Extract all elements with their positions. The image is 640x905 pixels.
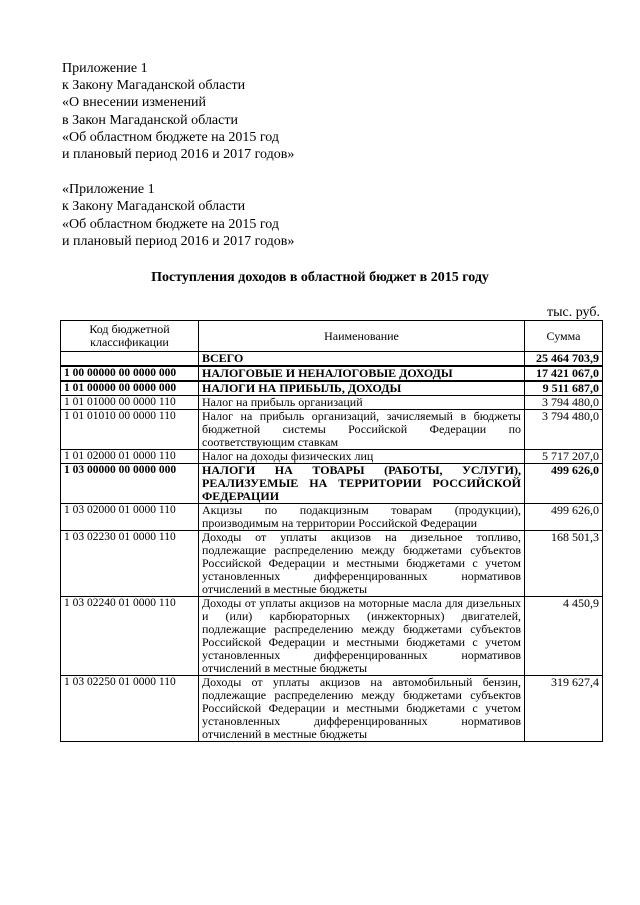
row-name: НАЛОГИ НА ПРИБЫЛЬ, ДОХОДЫ [199,381,525,396]
row-sum: 499 626,0 [525,464,603,504]
row-sum: 4 450,9 [525,597,603,676]
row-code: 1 00 00000 00 0000 000 [61,366,199,381]
row-name: Доходы от уплаты акцизов на дизельное топливо, подлежащие распределению между бюджетами субъектов Российской Федерации и местными бюджетами с учетом установленных дифференцированных нормативов отчислений в местные бюджеты [199,531,525,597]
table-row [61,676,603,742]
document-title: Поступления доходов в областной бюджет в 2015 году [151,270,489,285]
table-row [61,366,603,381]
row-code: 1 03 00000 00 0000 000 [61,464,199,504]
table-row [61,352,603,367]
row-code: 1 01 02000 01 0000 110 [61,450,199,464]
row-sum: 499 626,0 [525,504,603,531]
row-code: 1 01 00000 00 0000 000 [61,381,199,396]
table-row [61,504,603,531]
row-sum: 25 464 703,9 [525,352,603,367]
row-name: НАЛОГОВЫЕ И НЕНАЛОГОВЫЕ ДОХОДЫ [199,366,525,381]
inner-appendix-line: и плановый период 2016 и 2017 годов» [62,233,295,249]
row-sum: 168 501,3 [525,531,603,597]
row-code [61,352,199,367]
row-name: ВСЕГО [199,352,525,367]
row-code: 1 01 01010 00 0000 110 [61,410,199,450]
row-name: НАЛОГИ НА ТОВАРЫ (РАБОТЫ, УСЛУГИ), РЕАЛИЗУЕМЫЕ НА ТЕРРИТОРИИ РОССИЙСКОЙ ФЕДЕРАЦИИ [199,464,525,504]
row-name: Налог на прибыль организаций [199,396,525,410]
row-code: 1 01 01000 00 0000 110 [61,396,199,410]
row-name: Налог на доходы физических лиц [199,450,525,464]
inner-appendix-line: «Приложение 1 [62,182,155,198]
table-row [61,381,603,396]
inner-appendix-line: «Об областном бюджете на 2015 год [62,216,279,232]
column-header-name: Наименование [199,321,525,352]
row-sum: 3 794 480,0 [525,396,603,410]
table-row [61,597,603,676]
table-row [61,396,603,410]
column-header-code: Код бюджетной классификации [61,321,199,352]
column-header-sum: Сумма [525,321,603,352]
row-sum: 319 627,4 [525,676,603,742]
appendix-line: Приложение 1 [62,61,148,76]
row-code: 1 03 02240 01 0000 110 [61,597,199,676]
row-sum: 5 717 207,0 [525,450,603,464]
inner-appendix-line: к Закону Магаданской области [62,199,246,215]
table-row [61,450,603,464]
appendix-line: «Об областном бюджете на 2015 год [62,129,279,145]
appendix-header [62,60,294,250]
appendix-line: к Закону Магаданской области [62,78,246,94]
row-code: 1 03 02000 01 0000 110 [61,504,199,531]
row-name: Налог на прибыль организаций, зачисляемый в бюджеты бюджетной системы Российской Федерации по соответствующим ставкам [199,410,525,450]
row-name: Доходы от уплаты акцизов на автомобильный бензин, подлежащие распределению между бюджетами субъектов Российской Федерации и местными бюджетами с учетом установленных дифференцированных нормативов отчислений в местные бюджеты [199,676,525,742]
row-sum: 17 421 067,0 [525,366,603,381]
table-row [61,464,603,504]
table-header-row [61,321,603,352]
row-name: Акцизы по подакцизным товарам (продукции), производимым на территории Российской Федерации [199,504,525,531]
row-code: 1 03 02230 01 0000 110 [61,531,199,597]
appendix-line: и плановый период 2016 и 2017 годов» [62,147,295,163]
row-code: 1 03 02250 01 0000 110 [61,676,199,742]
appendix-line: «О внесении изменений [62,95,206,111]
table-row [61,410,603,450]
row-sum: 9 511 687,0 [525,381,603,396]
units-label: тыс. руб. [547,305,600,320]
table-row [61,531,603,597]
income-table [60,320,603,742]
appendix-line: в Закон Магаданской области [62,112,238,128]
row-name: Доходы от уплаты акцизов на моторные масла для дизельных и (или) карбюраторных (инжекторных) двигателей, подлежащие распределению между бюджетами субъектов Российской Федерации и местными бюджетами с учетом установленных дифференцированных нормативов отчислений в местные бюджеты [199,597,525,676]
row-sum: 3 794 480,0 [525,410,603,450]
